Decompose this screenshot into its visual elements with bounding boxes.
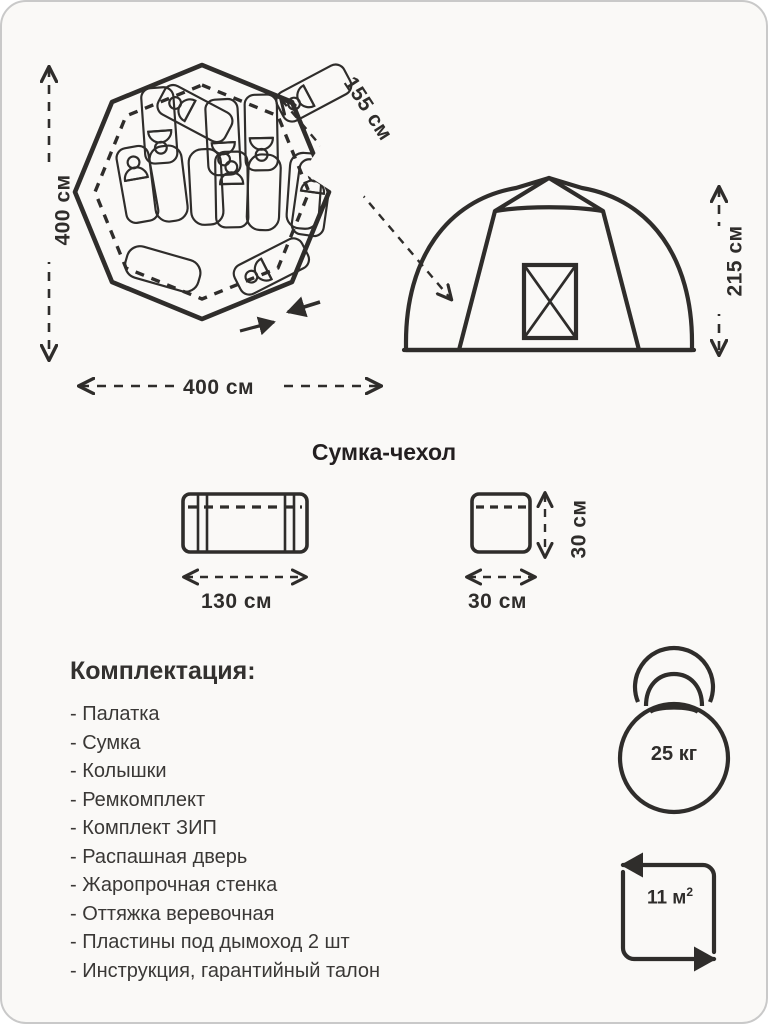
dim-bag-height-label: 30 см — [567, 499, 591, 559]
kit-list-item: - Жаропрочная стенка — [70, 874, 278, 896]
dim-elevation-height-label: 215 см — [723, 225, 747, 297]
tent-door-cross — [524, 265, 576, 338]
tent-seam-right — [603, 211, 639, 350]
kit-list-item: - Колышки — [70, 760, 167, 782]
floor-plan-group — [75, 61, 355, 331]
kit-list — [70, 700, 380, 985]
kettlebell-icon — [620, 648, 728, 812]
dim-bag-width-label: 30 см — [468, 590, 527, 613]
area-arrows-icon — [623, 865, 714, 959]
kit-list-item: - Сумка — [70, 731, 141, 754]
kit-list-item: - Пластины под дымоход 2 шт — [70, 931, 350, 953]
kit-list-item: - Палатка — [70, 703, 160, 725]
area-value: 11 $м^2$ — [646, 885, 694, 909]
tent-outer-octagon — [75, 65, 329, 319]
dim-plan-width-label: 400 см — [183, 376, 255, 399]
tent-eave-line — [495, 207, 603, 211]
kit-list-item: - Инструкция, гарантийный талон — [70, 959, 381, 982]
dim-plan-side-label: 155 см — [338, 72, 397, 145]
dim-plan-height-label: 400 см — [51, 174, 75, 246]
tent-seam-left — [459, 211, 495, 350]
kit-list-item: - Ремкомплект — [70, 788, 206, 811]
sleeping-mat — [122, 243, 204, 295]
bag-end-view — [472, 494, 530, 552]
sleeping-bag — [154, 82, 236, 146]
bag-side-view — [183, 494, 307, 552]
kit-list-item: - Комплект ЗИП — [70, 817, 217, 839]
kit-list-item: - Распашная дверь — [70, 845, 248, 868]
entry-arrow-out — [240, 322, 274, 331]
kit-heading: Комплектация: — [70, 657, 256, 685]
elevation-group — [404, 178, 694, 350]
dim-bag-length-label: 130 см — [201, 590, 273, 613]
weight-value: 25 кг — [650, 743, 698, 765]
kit-list-item: - Оттяжка веревочная — [70, 902, 275, 925]
entry-arrow-in — [288, 302, 320, 312]
bag-section-title: Сумка-чехол — [311, 439, 457, 465]
